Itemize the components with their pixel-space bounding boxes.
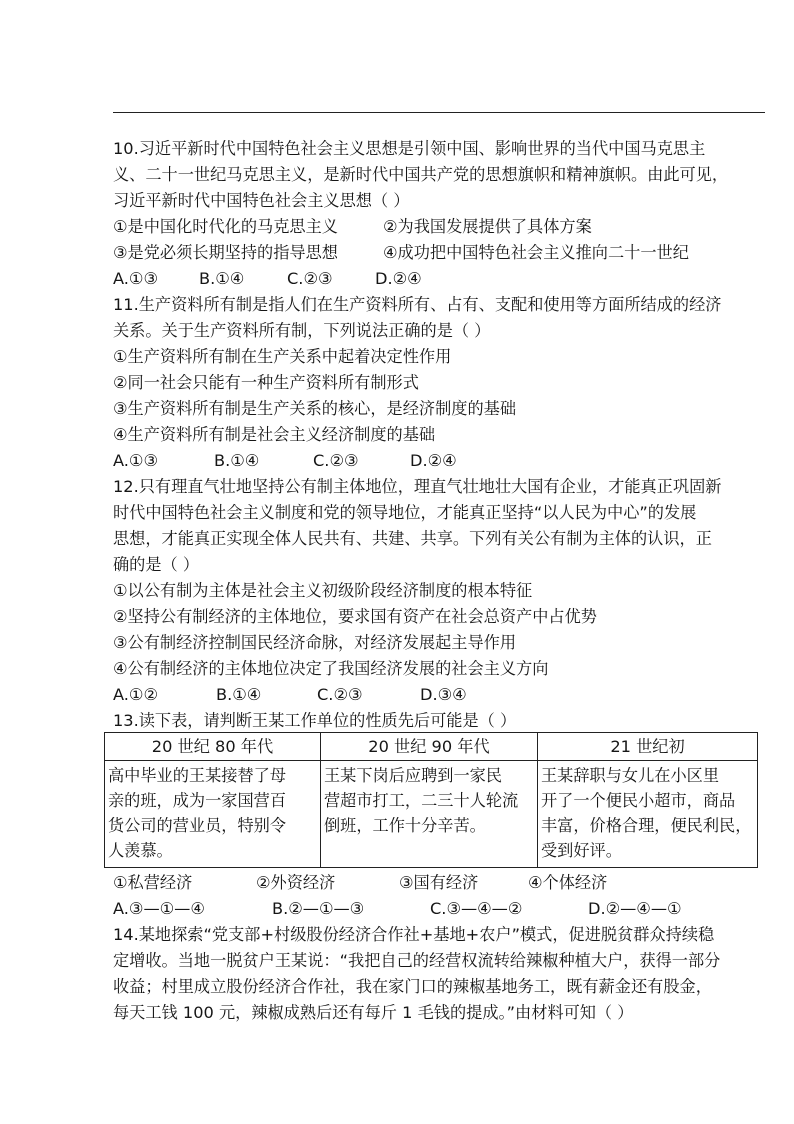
question-stem-line: 思想，才能真正实现全体人民共有、共建、共享。下列有关公有制为主体的认识，正 bbox=[113, 529, 712, 548]
question-stem-line: 12.只有理直气壮地坚持公有制主体地位，理直气壮地壮大国有企业，才能真正巩固新 bbox=[113, 477, 722, 496]
statement-4: ④生产资料所有制是社会主义经济制度的基础 bbox=[113, 425, 436, 444]
statement-2: ②同一社会只能有一种生产资料所有制形式 bbox=[113, 373, 419, 392]
statement-1: ①是中国化时代化的马克思主义 bbox=[113, 217, 338, 236]
question-stem-line: 确的是（ ） bbox=[113, 555, 200, 574]
answer-options-row bbox=[113, 682, 769, 708]
option-b[interactable]: B.①④ bbox=[214, 451, 260, 470]
option-d[interactable]: D.③④ bbox=[420, 685, 467, 704]
work-unit-table bbox=[104, 732, 758, 868]
statement-3: ③生产资料所有制是生产关系的核心，是经济制度的基础 bbox=[113, 399, 517, 418]
statement-row bbox=[113, 240, 769, 266]
statement-row bbox=[113, 870, 773, 896]
cell-line: 亲的班，成为一家国营百 bbox=[108, 791, 287, 810]
answer-options-row bbox=[113, 896, 773, 922]
question-12 bbox=[113, 474, 769, 708]
option-c[interactable]: C.③—④—② bbox=[430, 899, 523, 918]
option-d[interactable]: D.②—④—① bbox=[588, 899, 682, 918]
statement-4: ④公有制经济的主体地位决定了我国经济发展的社会主义方向 bbox=[113, 659, 549, 678]
cell-line: 倒班，工作十分辛苦。 bbox=[324, 816, 486, 835]
question-stem-line: 收益；村里成立股份经济合作社，我在家门口的辣椒基地务工，既有薪金还有股金， bbox=[113, 977, 712, 996]
table-header-row bbox=[105, 733, 758, 761]
header-rule bbox=[113, 112, 765, 113]
cell-line: 货公司的营业员，特别令 bbox=[108, 816, 287, 835]
cell-line: 人羡慕。 bbox=[108, 841, 173, 860]
table-cell-1990s bbox=[321, 761, 538, 868]
statement-2: ②外资经济 bbox=[256, 873, 336, 892]
option-a[interactable]: A.①② bbox=[113, 685, 158, 704]
option-a[interactable]: A.③—①—④ bbox=[113, 899, 205, 918]
cell-line: 王某下岗后应聘到一家民 bbox=[324, 766, 503, 785]
option-c[interactable]: C.②③ bbox=[317, 685, 363, 704]
option-d[interactable]: D.②④ bbox=[375, 269, 422, 288]
question-stem-line: 11.生产资料所有制是指人们在生产资料所有、占有、支配和使用等方面所结成的经济 bbox=[113, 295, 722, 314]
cell-line: 开了一个便民小超市，商品 bbox=[541, 791, 736, 810]
cell-line: 王某辞职与女儿在小区里 bbox=[541, 766, 720, 785]
option-a[interactable]: A.①③ bbox=[113, 269, 158, 288]
answer-options-row bbox=[113, 448, 769, 474]
option-c[interactable]: C.②③ bbox=[287, 269, 333, 288]
answer-options-row bbox=[113, 266, 769, 292]
option-a[interactable]: A.①③ bbox=[113, 451, 158, 470]
question-stem-line: 时代中国特色社会主义制度和党的领导地位，才能真正坚持“以人民为中心”的发展 bbox=[113, 503, 697, 522]
statement-2: ②为我国发展提供了具体方案 bbox=[383, 217, 592, 236]
option-d[interactable]: D.②④ bbox=[410, 451, 457, 470]
question-stem-line: 14.某地探索“党支部+村级股份经济合作社+基地+农户”模式，促进脱贫群众持续稳 bbox=[113, 925, 715, 944]
cell-line: 高中毕业的王某接替了母 bbox=[108, 766, 287, 785]
table-row bbox=[105, 761, 758, 868]
question-stem-line: 定增收。当地一脱贫户王某说：“我把自己的经营权流转给辣椒种植大户，获得一部分 bbox=[113, 951, 721, 970]
questions-10-to-13 bbox=[113, 136, 769, 734]
question-11 bbox=[113, 292, 769, 474]
question-stem-line: 10.习近平新时代中国特色社会主义思想是引领中国、影响世界的当代中国马克思主 bbox=[113, 139, 706, 158]
statement-3: ③是党必须长期坚持的指导思想 bbox=[113, 243, 338, 262]
question-stem-line: 义、二十一世纪马克思主义，是新时代中国共产党的思想旗帜和精神旗帜。由此可见， bbox=[113, 165, 729, 184]
table-header: 20 世纪 90 年代 bbox=[321, 733, 538, 761]
table-header: 20 世纪 80 年代 bbox=[105, 733, 321, 761]
question-stem-line: 关系。关于生产资料所有制，下列说法正确的是（ ） bbox=[113, 321, 491, 340]
cell-line: 丰富，价格合理，便民利民， bbox=[541, 816, 752, 835]
question-10 bbox=[113, 136, 769, 292]
option-b[interactable]: B.②—①—③ bbox=[272, 899, 365, 918]
statement-1: ①以公有制为主体是社会主义初级阶段经济制度的根本特征 bbox=[113, 581, 533, 600]
statement-4: ④个体经济 bbox=[528, 873, 608, 892]
statement-1: ①私营经济 bbox=[113, 873, 193, 892]
question-stem-line: 每天工钱 100 元，辣椒成熟后还有每斤 1 毛钱的提成。”由材料可知（ ） bbox=[113, 1003, 634, 1022]
statement-1: ①生产资料所有制在生产关系中起着决定性作用 bbox=[113, 347, 452, 366]
question-13-stem: 13.读下表，请判断王某工作单位的性质先后可能是（ ） bbox=[113, 711, 517, 730]
statement-4: ④成功把中国特色社会主义推向二十一世纪 bbox=[383, 243, 689, 262]
statement-2: ②坚持公有制经济的主体地位，要求国有资产在社会总资产中占优势 bbox=[113, 607, 597, 626]
cell-line: 营超市打工，二三十人轮流 bbox=[324, 791, 519, 810]
option-c[interactable]: C.②③ bbox=[313, 451, 359, 470]
cell-line: 受到好评。 bbox=[541, 841, 622, 860]
table-cell-2000s bbox=[538, 761, 758, 868]
questions-13-to-14 bbox=[113, 870, 773, 1026]
option-b[interactable]: B.①④ bbox=[216, 685, 262, 704]
question-stem-line: 习近平新时代中国特色社会主义思想（ ） bbox=[113, 191, 410, 210]
table-cell-1980s bbox=[105, 761, 321, 868]
statement-3: ③公有制经济控制国民经济命脉，对经济发展起主导作用 bbox=[113, 633, 517, 652]
question-14 bbox=[113, 922, 773, 1026]
statement-row bbox=[113, 214, 769, 240]
statement-3: ③国有经济 bbox=[399, 873, 479, 892]
table-header: 21 世纪初 bbox=[538, 733, 758, 761]
option-b[interactable]: B.①④ bbox=[199, 269, 245, 288]
